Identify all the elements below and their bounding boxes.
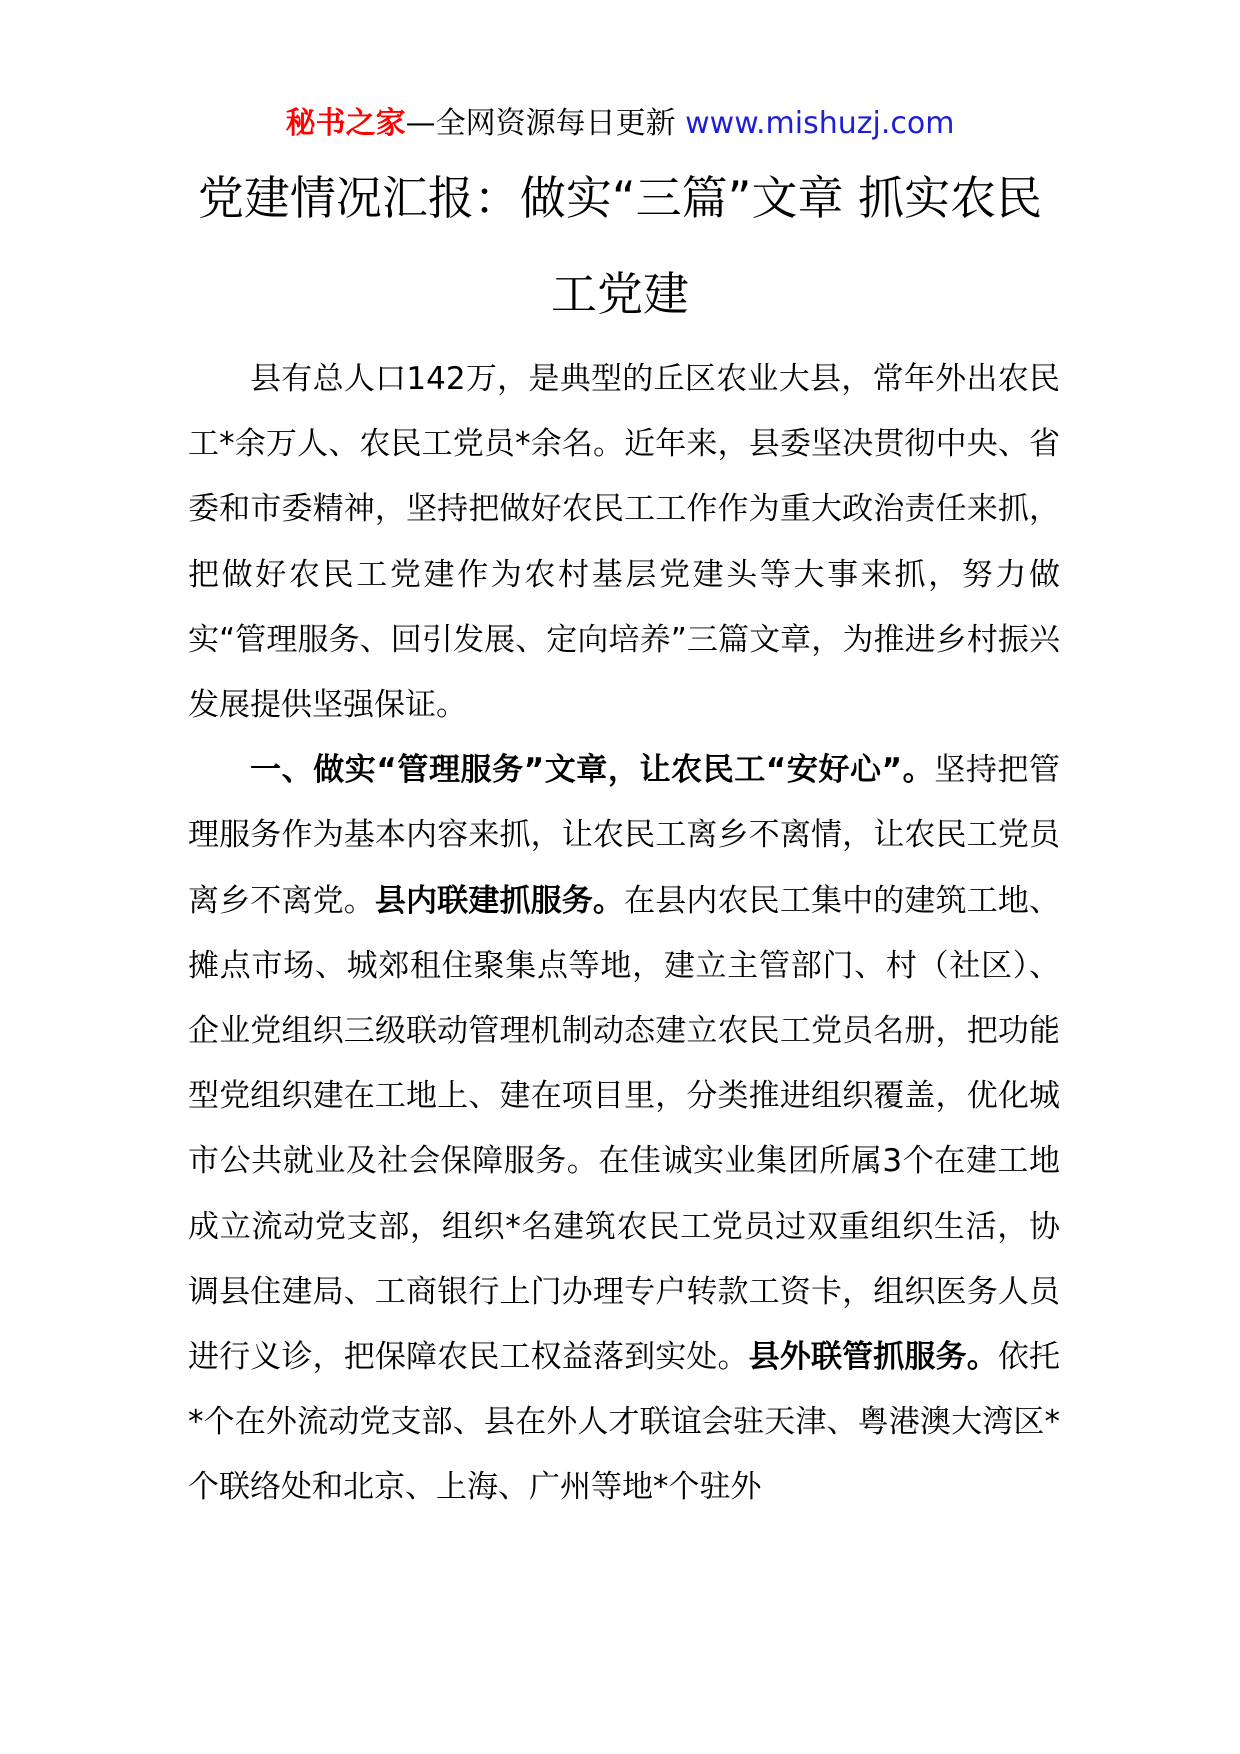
banner-brand: 秘书之家 [285, 106, 406, 141]
document-body [188, 347, 1060, 1521]
banner-site-url[interactable]: www.mishuzj.com [685, 106, 955, 141]
section-1-heading: 一、做实“管理服务”文章，让农民工“安好心”。 [250, 752, 935, 789]
banner-slogan: —全网资源每日更新 [405, 106, 676, 141]
subheading-county-external: 县外联管抓服务。 [748, 1339, 998, 1376]
watermark-banner [0, 104, 1240, 144]
intro-paragraph: 县有总人口142万，是典型的丘区农业大县，常年外出农民工*余万人、农民工党员*余名。近年来，县委坚决贯彻中央、省委和市委精神，坚持把做好农民工工作作为重大政治责任来抓，把做好农民工党建作为农村基层党建头等大事来抓，努力做实“管理服务、回引发展、定向培养”三篇文章，为推进乡村振兴发展提供坚强保证。 [188, 361, 1060, 724]
section-1-paragraph [188, 738, 1060, 1520]
document-title: 党建情况汇报：做实“三篇”文章 抓实农民工党建 [197, 171, 1043, 321]
section-1-text-3: 依托*个在外流动党支部、县在外人才联谊会驻天津、粤港澳大湾区*个联络处和北京、上海、广州等地*个驻外 [188, 1339, 1061, 1506]
section-1-text-2: 在县内农民工集中的建筑工地、摊点市场、城郊租住聚集点等地，建立主管部门、村（社区）、企业党组织三级联动管理机制动态建立农民工党员名册，把功能型党组织建在工地上、建在项目里，分类推进组织覆盖，优化城市公共就业及社会保障服务。在佳诚实业集团所属3个在建工地成立流动党支部，组织*名建筑农民工党员过双重组织生活，协调县住建局、工商银行上门办理专户转款工资卡，组织医务人员进行义诊，把保障农民工权益落到实处。 [188, 882, 1061, 1376]
section-1-text-1: 坚持把管理服务作为基本内容来抓，让农民工离乡不离情，让农民工党员离乡不离党。 [188, 752, 1061, 919]
subheading-county-internal: 县内联建抓服务。 [374, 882, 625, 919]
